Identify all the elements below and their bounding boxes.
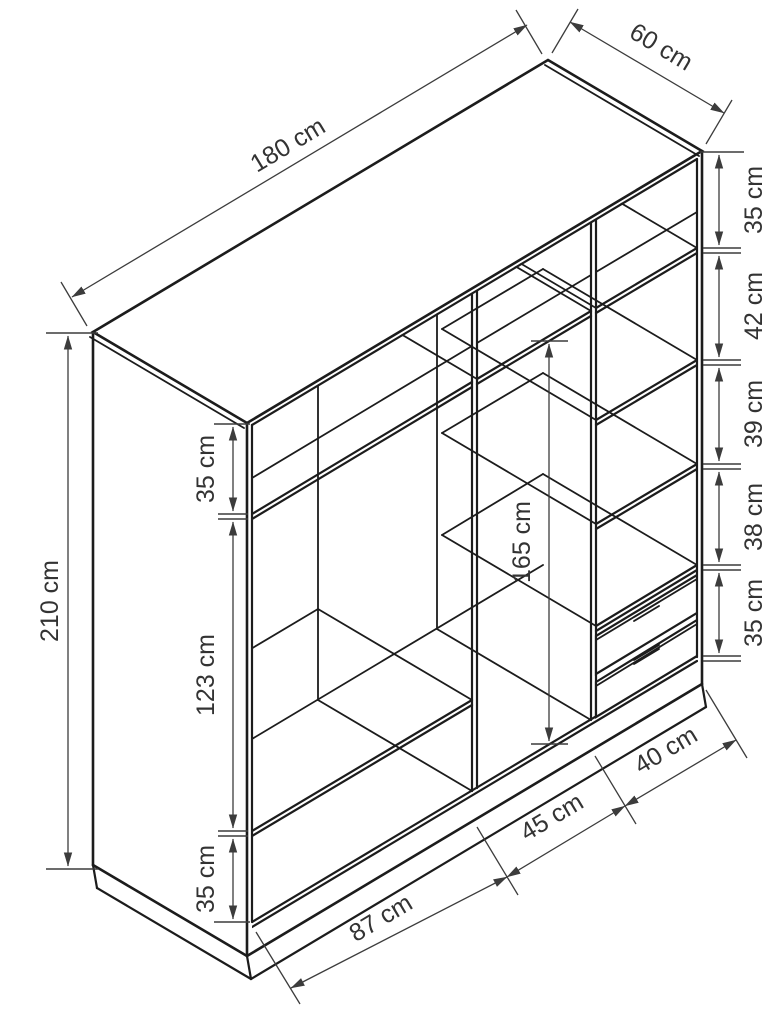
- label-width-middle: 45 cm: [515, 787, 589, 847]
- label-right-gap-2: 42 cm: [740, 271, 768, 341]
- label-width: 180 cm: [245, 112, 331, 179]
- label-height: 210 cm: [36, 560, 64, 642]
- label-right-gap-1: 35 cm: [740, 165, 768, 235]
- label-width-right: 40 cm: [629, 720, 703, 780]
- label-right-gap-3: 39 cm: [740, 379, 768, 449]
- label-width-left: 87 cm: [344, 888, 418, 948]
- label-right-gap-5: 35 cm: [740, 578, 768, 648]
- label-right-gap-4: 38 cm: [740, 482, 768, 552]
- label-middle-height: 165 cm: [508, 501, 536, 583]
- label-left-top: 35 cm: [192, 434, 220, 504]
- label-depth: 60 cm: [624, 17, 698, 77]
- label-left-middle: 123 cm: [192, 634, 220, 716]
- label-left-bottom: 35 cm: [192, 844, 220, 914]
